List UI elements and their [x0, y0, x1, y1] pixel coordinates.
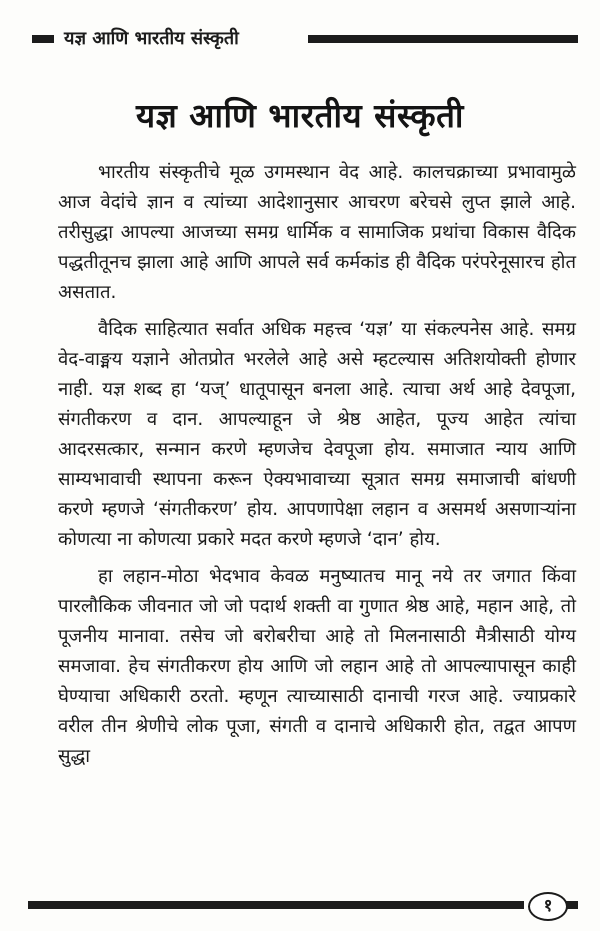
header-rule-left: [32, 35, 54, 43]
footer-rule-right: [566, 901, 578, 909]
chapter-title: यज्ञ आणि भारतीय संस्कृती: [136, 96, 464, 135]
header-rule-right: [308, 35, 578, 43]
footer-rule-left: [28, 901, 524, 909]
page-footer: [28, 892, 578, 922]
body-text: [58, 158, 576, 779]
paragraph-1: भारतीय संस्कृतीचे मूळ उगमस्थान वेद आहे. कालचक्राच्या प्रभावामुळे आज वेदांचे ज्ञान व त्यांच्या आदेशानुसार आचरण बरेचसे लुप्त झाले आहे. तरीसुद्धा आपल्या आजच्या समग्र धार्मिक व सामाजिक प्रथांचा विकास वैदिक पद्धतीतूनच झाला आहे आणि आपले सर्व कर्मकांड ही वैदिक परंपरेनूसारच होत असतात.: [58, 162, 576, 303]
page-number: १: [528, 892, 568, 921]
running-header: [18, 24, 578, 52]
paragraph-2: वैदिक साहित्यात सर्वात अधिक महत्त्व ‘यज्ञ’ या संकल्पनेस आहे. समग्र वेद-वाङ्मय यज्ञाने ओतप्रोत भरलेले आहे असे म्हटल्यास अतिशयोक्ती होणार नाही. यज्ञ शब्द हा ‘यज्’ धातूपासून बनला आहे. त्याचा अर्थ आहे देवपूजा, संगतीकरण व दान. आपल्याहून जे श्रेष्ठ आहेत, पूज्य आहेत त्यांचा आदरसत्कार, सन्मान करणे म्हणजेच देवपूजा होय. समाजात न्याय आणि साम्यभावाची स्थापना करून ऐक्यभावाच्या सूत्रात समग्र समाजाची बांधणी करणे म्हणजे ‘संगतीकरण’ होय. आपणापेक्षा लहान व असमर्थ असणाऱ्यांना कोणत्या ना कोणत्या प्रकारे मदत करणे म्हणजे ‘दान’ होय.: [58, 319, 576, 550]
running-header-title: यज्ञ आणि भारतीय संस्कृती: [64, 28, 239, 49]
paragraph-3: हा लहान-मोठा भेदभाव केवळ मनुष्यातच मानू नये तर जगात किंवा पारलौकिक जीवनात जो जो पदार्थ शक्ती वा गुणात श्रेष्ठ आहे, महान आहे, तो पूजनीय मानावा. तसेच जो बरोबरीचा आहे तो मिलनासाठी मैत्रीसाठी योग्य समजावा. हेच संगतीकरण होय आणि जो लहान आहे तो आपल्यापासून काही घेण्याचा अधिकारी ठरतो. म्हणून त्याच्यासाठी दानाची गरज आहे. ज्याप्रकारे वरील तीन श्रेणीचे लोक पूजा, संगती व दानाचे अधिकारी होत, तद्वत आपण सुद्धा: [58, 566, 576, 767]
